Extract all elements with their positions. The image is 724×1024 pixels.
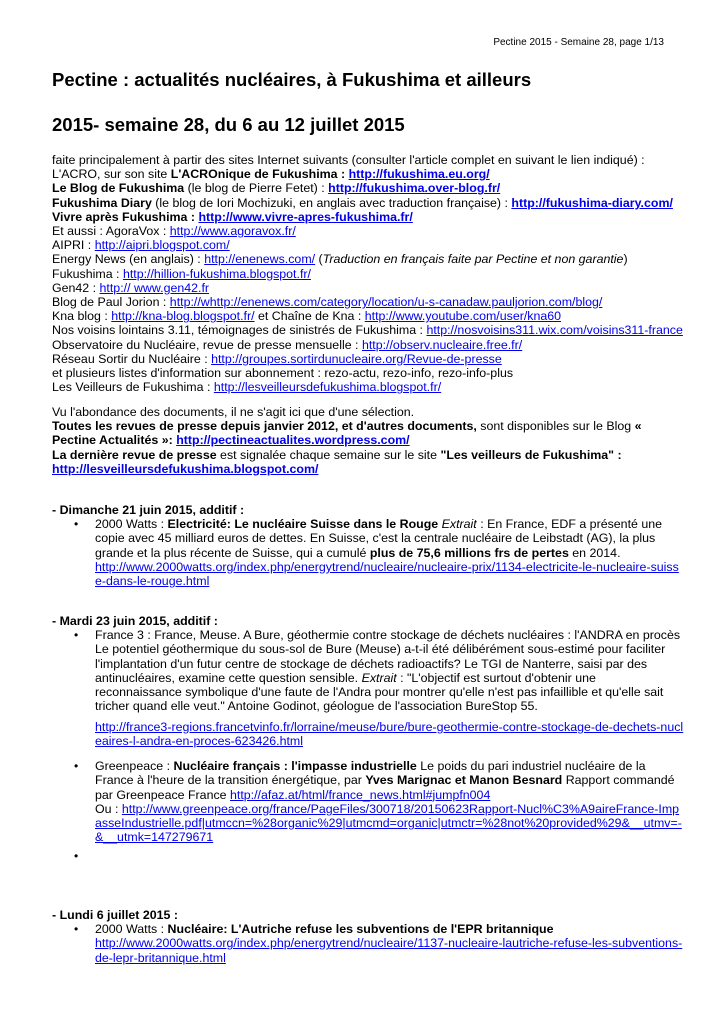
source-link[interactable]: http:// www.gen42.fr [99,280,210,295]
source-name: L'ACROnique de Fukushima : [170,167,349,182]
source-label: et Chaîne de Kna : [254,309,365,324]
bullet: • [74,922,79,936]
source-link[interactable]: http://www.vivre-apres-fukushima.fr/ [198,209,413,224]
note-text: est signalée chaque semaine sur le site [216,447,441,462]
veilleurs-link[interactable]: http://lesveilleursdefukushima.blogspot.com/ [52,461,319,476]
item-title: Nucléaire français : l'impasse industrielle [173,759,417,773]
note-derniere [52,448,682,476]
item-title: Nucléaire: L'Autriche refuse les subventions de l'EPR britannique [167,922,554,936]
source-link[interactable]: http://fukushima.eu.org/ [348,167,490,182]
bullet: • [74,759,79,773]
page-subtitle: 2015- semaine 28, du 6 au 12 juillet 2015 [52,114,405,135]
source-label: Blog de Paul Jorion : [52,295,170,310]
source-lists: et plusieurs listes d'information sur abonnement : rezo-actu, rezo-info, rezo-info-plus [52,366,514,381]
paren: ( [315,252,323,267]
item-authors: Yves Marignac et Manon Besnard [365,773,563,788]
source-label: Gen42 : [52,280,100,295]
source-link[interactable]: http://kna-blog.blogspot.fr/ [111,309,255,324]
source-observ [52,338,682,352]
notes-block [52,405,682,476]
item-highlight: plus de 75,6 millions frs de pertes [369,545,569,560]
item-text: en 2014. [568,545,621,560]
note-bold: La dernière revue de presse [52,447,217,462]
source-link[interactable]: http://fukushima.over-blog.fr/ [328,181,501,196]
note-toutes [52,419,682,447]
news-item [95,922,685,965]
source-link[interactable]: http://nosvoisins311.wix.com/voisins311-france [426,323,683,338]
intro-line: faite principalement à partir des sites Internet suivants (consulter l'article complet en suivant le lien indiqué) : [52,153,645,167]
source-link[interactable]: http://groupes.sortirdunucleaire.org/Revue-de-presse [211,351,502,366]
note-blog: « Pectine Actualités »: [52,419,642,448]
source-blog [52,181,682,195]
day-heading: - Mardi 23 juin 2015, additif : [52,614,218,628]
item-text: : "L'objectif est surtout d'obtenir une reconnaissance symbolique d'une faute de l'Andra pour montrer qu'elle n'est pas infaillible et qu'elle sait tricher quand elle veut." Antoine Godinot, géologue de l'association BureStop 55. [95,670,664,714]
bullet: • [74,849,79,863]
item-link[interactable]: http://www.2000watts.org/index.php/energytrend/nucleaire/nucleaire-prix/1134-electricite-le-nucleaire-suisse-dans-le-rouge.html [95,559,679,589]
source-label: Fukushima : [52,266,123,281]
item-text: Rapport commandé par Greenpeace France [95,773,675,802]
bullet: • [74,517,79,531]
extrait-label: Extrait [361,670,397,685]
source-name: Vivre après Fukushima : [52,209,199,224]
translation-note: Traduction en français faite par Pectine et non garantie [322,252,624,267]
source-link[interactable]: http://fukushima-diary.com/ [511,195,673,210]
source-acro [52,167,682,181]
source-label: AIPRI : [52,238,95,253]
source-link[interactable]: http://enenews.com/ [204,252,316,267]
item-link[interactable]: http://www.greenpeace.org/france/PageFiles/300718/20150623Rapport-Nucl%C3%A9aireFrance-ImpasseIndustrielle.pdf|utmccn=%28organic%29|utmcmd=organic|utmctr=%28not%20provided%29&__utmv=-&__utmk=147279671 [95,801,682,845]
source-link[interactable]: http://aipri.blogspot.com/ [94,238,230,253]
source-aipri [52,238,682,252]
item-link[interactable]: http://afaz.at/html/france_news.html#jumpfn004 [230,787,491,802]
item-source: 2000 Watts : [95,922,168,936]
item-text: France 3 : France, Meuse. A Bure, géothermie contre stockage de déchets nucléaires : l'ANDRA en procès Le potentiel géothermique du sous-sol de Bure (Meuse) a-t-il été délibérément sous-estimé pour faciliter l'implantation d'un futur centre de stockage de déchets radioactifs? Le TGI de Nanterre, saisi par des antinucléaires, examine cette question sensible. [95,628,681,685]
note-bold: Toutes les revues de presse depuis janvier 2012, et d'autres documents, [52,419,477,434]
source-kna [52,309,682,323]
item-title: Electricité: Le nucléaire Suisse dans le Rouge [167,517,439,531]
source-label: L'ACRO, sur son site [52,167,171,182]
source-link[interactable]: http://lesveilleursdefukushima.blogspot.fr/ [213,380,442,395]
source-link[interactable]: http://hillion-fukushima.blogspot.fr/ [122,266,311,281]
source-label: Et aussi : AgoraVox : [52,224,170,239]
source-label: Réseau Sortir du Nucléaire : [52,351,212,366]
source-link[interactable]: http://www.agoravox.fr/ [169,224,296,239]
news-item [95,517,685,588]
source-rsn [52,352,682,366]
source-gen42 [52,281,682,295]
source-link[interactable]: http://www.youtube.com/user/kna60 [364,309,562,324]
item-link[interactable]: http://france3-regions.francetvinfo.fr/lorraine/meuse/bure/bure-geothermie-contre-stockage-de-dechets-nucleaires-l-andra-en-proces-623426.html [95,720,684,749]
source-enenews [52,252,682,266]
source-name: Le Blog de Fukushima [52,181,185,196]
source-name: Fukushima Diary [52,195,152,210]
source-label: Nos voisins lointains 3.11, témoignages de sinistrés de Fukushima : [52,323,427,338]
source-hillion [52,267,682,281]
item-source: Greenpeace : [95,759,174,773]
source-veilleurs [52,380,682,394]
source-jorion [52,295,682,309]
source-link[interactable]: http://observ.nucleaire.free.fr/ [361,337,523,352]
day-heading: - Lundi 6 juillet 2015 : [52,908,178,922]
source-voisins [52,323,682,337]
source-label: Energy News (en anglais) : [52,252,205,267]
source-diary [52,196,682,210]
note-site: "Les veilleurs de Fukushima" : [440,447,622,462]
source-vivre [52,210,682,224]
source-label: Observatoire du Nucléaire, revue de presse mensuelle : [52,337,362,352]
page-title: Pectine : actualités nucléaires, à Fukushima et ailleurs [52,69,532,90]
news-item [95,628,685,714]
day-heading: - Dimanche 21 juin 2015, additif : [52,503,245,517]
source-label: Les Veilleurs de Fukushima : [52,380,214,395]
source-link[interactable]: http://whttp://enenews.com/category/location/u-s-canadaw.pauljorion.com/blog/ [169,295,603,310]
bullet: • [74,628,79,642]
paren: ) [623,252,628,267]
news-item-link [95,720,685,749]
sources-list [52,153,682,394]
source-label: Kna blog : [52,309,112,324]
page-header: Pectine 2015 - Semaine 28, page 1/13 [493,37,664,48]
note-text: sont disponibles sur le Blog [476,419,635,434]
item-text: Le poids du pari industriel nucléaire de la France à l'heure de la transition énergétique, par [95,759,646,788]
item-source: 2000 Watts : [95,517,168,531]
source-label: (le blog de Pierre Fetet) : [184,181,329,196]
item-text: Ou : [95,801,122,816]
pectine-link[interactable]: http://pectineactualites.wordpress.com/ [176,433,410,448]
item-text: : En France, EDF a présenté une copie avec 45 milliard euros de dettes. En Suisse, c'est la centrale nucléaire de Leibstadt (AG), la plus grande et la plus récente de Suisse, qui a cumulé [95,517,663,560]
note-abondance: Vu l'abondance des documents, il ne s'agit ici que d'une sélection. [52,405,415,419]
item-link[interactable]: http://www.2000watts.org/index.php/energytrend/nucleaire/1137-nucleaire-lautriche-refuse-les-subventions-de-lepr-britannique.html [95,936,683,965]
news-item [95,759,685,845]
source-agora [52,224,682,238]
extrait-label: Extrait [438,517,477,531]
source-label: (le blog de Iori Mochizuki, en anglais avec traduction française) : [151,195,512,210]
